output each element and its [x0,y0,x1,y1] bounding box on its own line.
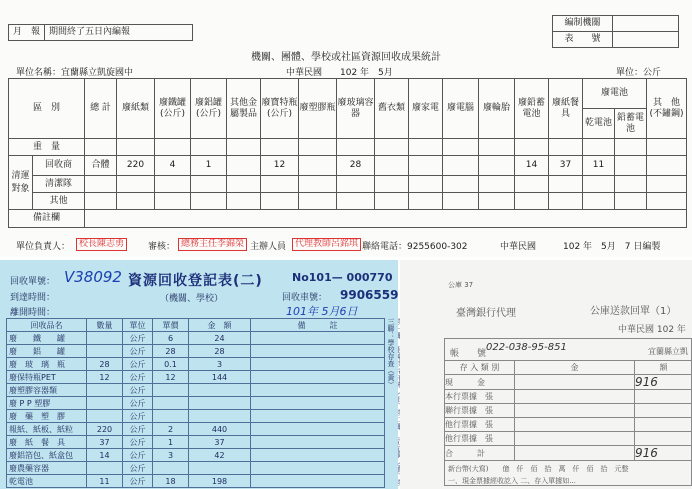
truck-no-label: 回收車號： [282,293,328,303]
registration-table [6,318,385,488]
row-other-label: 其他 [33,193,85,210]
arrive-time-label: 到達時間： [10,293,56,303]
maker-label: 主辦人員 [250,242,287,252]
header-appliance: 廢家電 [409,79,443,139]
compile-date: 中華民國 102 年 5月 7 日編製 [500,242,661,252]
month-report-label: 月 報 [9,25,45,41]
header-total: 總 計 [85,79,117,139]
header-clothes: 舊衣類 [375,79,409,139]
bank-receipt [400,260,692,489]
row-recycler [9,156,687,176]
table-row: 廢 鐵 罐 公斤 6 24 [7,332,385,345]
table-row: 廢塑膠容器類 公斤 [7,384,385,397]
amount-in-words: 新台幣(大寫) 億 仟 佰 拾 萬 仟 佰 拾 元整 [448,465,629,473]
header-iron-can: 廢鐵罐(公斤) [155,79,191,139]
row-other [9,193,687,210]
table-row: 聯行票據 張 [445,404,692,418]
col-amount: 金 額 [189,319,251,332]
table-row: 廢保特瓶PET 12 公斤 12 144 [7,371,385,384]
recycler-iron: 4 [155,156,191,176]
row-cleaner-label: 清潔隊 [33,176,85,193]
recycler-paper: 220 [117,156,155,176]
cash-amount: 916 [635,375,692,390]
row-weight-label: 重 量 [9,139,85,156]
header-lead-box: 廢鉛蓄電池 [515,79,549,139]
statistics-table [8,78,687,139]
header-pet: 廢寶特瓶(公斤) [261,79,299,139]
table-row: 他行票據 張 [445,432,692,446]
header-paper: 廢紙類 [117,79,155,139]
unit-name: 單位名稱：宜蘭縣立凱旋國中 [16,68,134,78]
table-row: 他行票據 張 [445,418,692,432]
receipt-title: 公庫送款回單（1） [590,306,677,317]
truck-no: 9906559 [340,288,399,302]
unit-label: 單位：公斤 [616,68,662,78]
recycler-lead-box: 14 [515,156,549,176]
col-item-name: 回收品名 [7,319,87,332]
form-title: 機關、團體、學校或社區資源回收成果統計 [251,52,441,63]
table-row: 乾電池 11 公斤 18 198 [7,475,385,488]
header-paper-tableware: 廢紙餐具 [549,79,583,139]
receipt-date: 中華民國 102 年 [618,325,686,335]
row-recycler-label: 回收商 [33,156,85,176]
recycler-dry-battery: 11 [583,156,615,176]
header-glass: 廢玻璃容器 [337,79,375,139]
account-label: 帳 號 [450,349,487,359]
col-remark: 備 註 [251,319,385,332]
col-price: 單價 [153,319,189,332]
payer-name: 宜蘭縣立凱 [648,347,688,356]
recycler-paper-tableware: 37 [549,156,583,176]
receipt-corner: 公庫 37 [448,281,474,289]
col-qty: 數量 [87,319,123,332]
account-number: 022-038-95-851 [486,342,567,353]
header-other-metal: 其他金屬製品 [227,79,261,139]
maker-stamp: 代理教師呂銘琪 [292,238,361,251]
form-subtitle: （機關、學校） [160,294,224,304]
table-row: 現 金 916 [445,375,692,390]
serial-number: No101— 000770 [292,271,393,284]
agency-label: 編制機關 [553,16,613,32]
leader-label: 單位負責人： [16,242,71,252]
row-cleaner [9,176,687,193]
header-aluminum-can: 廢鋁罐(公斤) [191,79,227,139]
contact-phone: 聯絡電話：9255600-302 [362,242,468,252]
form-date: 101年 5月6日 [286,305,358,318]
form-no-label: 表 號 [553,32,613,48]
table-row: 廢 鋁 罐 公斤 28 28 [7,345,385,358]
deadline-note: 期間終了五日內編報 [45,25,193,41]
table-row: 廢 玻 璃 瓶 28 公斤 0.1 3 [7,358,385,371]
header-lead-battery: 鉛蓄電池 [615,109,647,139]
table-row: 廢 P P 塑膠 公斤 [7,397,385,410]
leave-time-label: 離開時間： [10,308,56,318]
header-other: 其 他(不鏽鋼) [647,79,687,139]
recycler-aluminum: 1 [191,156,227,176]
header-district: 區 別 [9,79,85,139]
reviewer-label: 審核： [148,242,176,252]
receipt-no: V38092 [64,268,122,286]
recycler-pet: 12 [261,156,299,176]
header-plastic-bottle: 廢塑膠瓶 [299,79,337,139]
table-row: 廢 藥 塑 膠 公斤 [7,410,385,423]
copy-instructions: 三聯：學校存查（黃） [387,318,395,388]
bank-name: 臺灣銀行代理 [456,308,516,319]
recycler-total: 合體 [85,156,117,176]
header-computer: 廢電腦 [443,79,479,139]
group-label: 清運對象 [9,156,33,210]
total-amount: 916 [635,446,692,461]
deposit-table: 存 入 類 別 金 額 現 金 916 本行票據 張 聯行票據 張 他行票據 張 他行票據 張 合 計 916 [444,360,692,461]
table-row: 廢 紙 餐 具 37 公斤 1 37 [7,436,385,449]
table-row: 合 計 916 [445,446,692,461]
recycler-glass: 28 [337,156,375,176]
header-battery: 廢電池 [583,79,647,109]
leader-stamp: 校長陳志勇 [76,238,127,251]
receipt-note: 一、現金票據經收訖入 二、存入單據如... [448,477,576,485]
table-row: 本行票據 張 [445,390,692,404]
table-row: 廢農藥容器 公斤 [7,462,385,475]
receipt-no-label: 回收單號： [10,277,56,287]
recycling-registration-form [0,260,398,489]
header-tire: 廢輪胎 [479,79,515,139]
blue-form-title: 資源回收登記表(二) [128,273,263,289]
reviewer-stamp: 總務主任李錦榮 [178,238,247,251]
header-dry-battery: 乾電池 [583,109,615,139]
row-weight [9,139,687,156]
report-period: 中華民國 102 年 5月 [286,68,393,78]
col-unit: 單位 [123,319,153,332]
row-remark-label: 備註欄 [9,210,85,228]
table-row: 廢鋁箔包、紙盒包 14 公斤 3 42 [7,449,385,462]
table-row: 報紙、紙板、紙粒 220 公斤 2 440 [7,423,385,436]
row-remark [9,210,687,228]
